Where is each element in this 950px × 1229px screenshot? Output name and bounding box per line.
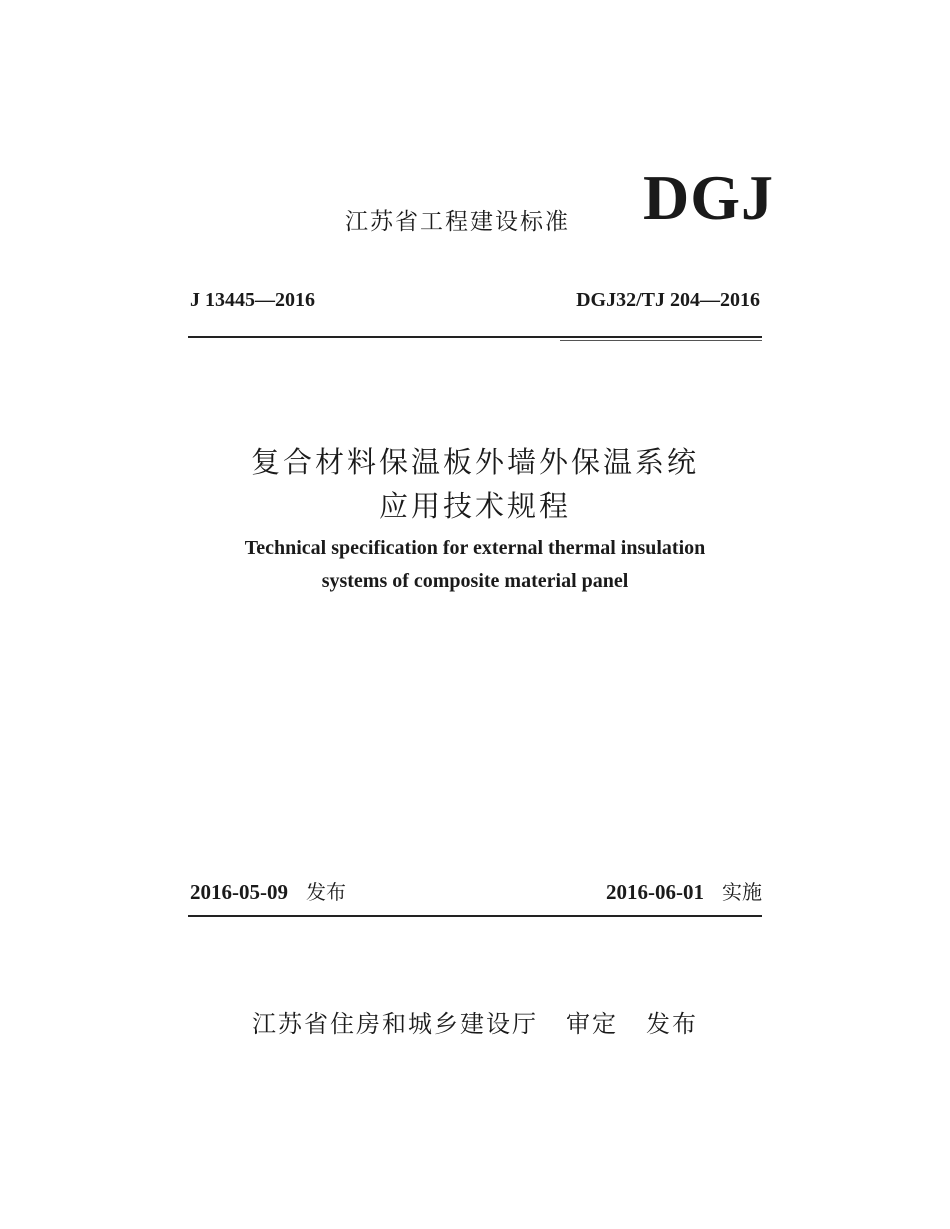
- title-en-line1: Technical specification for external thermal insulation: [244, 537, 706, 559]
- dgj-logo: DGJ: [643, 162, 774, 233]
- title-en-line2: systems of composite material panel: [321, 570, 629, 592]
- bottom-divider: [188, 915, 762, 917]
- publish-date-block: [190, 876, 346, 905]
- publish-label: 发布: [306, 880, 346, 904]
- standard-number: DGJ32/TJ 204—2016: [576, 289, 760, 311]
- issuer-publish: 发布: [646, 1010, 698, 1038]
- effective-label: 实施: [722, 880, 762, 904]
- effective-date-block: [606, 876, 762, 905]
- publish-date: 2016-05-09: [190, 880, 288, 904]
- issuer-name: 江苏省住房和城乡建设厅: [252, 1010, 538, 1038]
- top-divider: [188, 336, 762, 338]
- title-cn-line1: 复合材料保温板外墙外保温系统: [250, 445, 699, 479]
- standard-category: 江苏省工程建设标准: [345, 209, 570, 235]
- issuer-line: [0, 1004, 950, 1039]
- record-number: J 13445—2016: [190, 289, 315, 311]
- effective-date: 2016-06-01: [606, 880, 704, 904]
- title-cn-line2: 应用技术规程: [378, 489, 571, 523]
- issuer-approve: 审定: [566, 1010, 618, 1038]
- top-divider-thin: [560, 340, 762, 341]
